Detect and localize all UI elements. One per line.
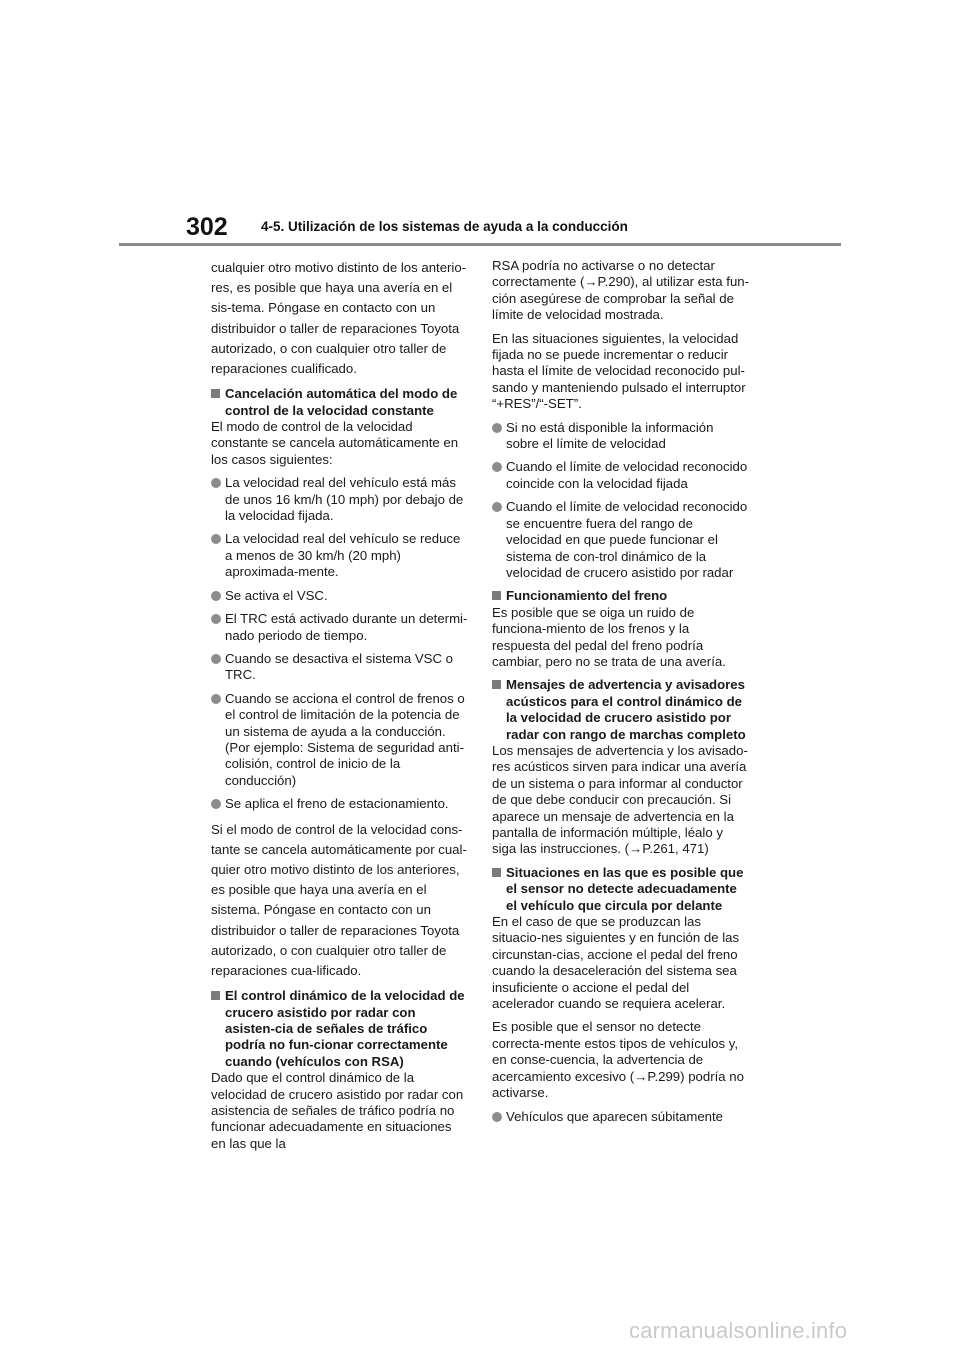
page-number: 302 [186, 213, 228, 241]
heading-text: Mensajes de advertencia y avisadores acústicos para el control dinámico de la velocidad de crucero asistido por radar con rango de marchas completo [506, 677, 746, 742]
bullet-icon [492, 502, 502, 512]
heading-text: Situaciones en las que es posible que el sensor no detecte adecuadamente el vehículo que circula por delante [506, 864, 744, 913]
header-rule [119, 243, 841, 246]
heading-warnings [492, 677, 750, 743]
list-item-text: Cuando el límite de velocidad reconocido se encuentre fuera del rango de velocidad en que puede funcionar el sistema de con-trol dinámico de la velocidad de crucero asistido por radar [506, 499, 748, 580]
list-item [211, 475, 469, 524]
heading-rsa [211, 988, 469, 1070]
bullet-icon [211, 591, 221, 601]
list-item-text: El TRC está activado durante un determi-nado periodo de tiempo. [225, 611, 468, 643]
bullet-icon [211, 654, 221, 664]
bullet-icon [211, 478, 221, 488]
paragraph: Dado que el control dinámico de la velocidad de crucero asistido por radar con asistencia de señales de tráfico podría no funcionar adecuadamente en situaciones en las que la [211, 1070, 464, 1151]
heading-text: Funcionamiento del freno [506, 588, 668, 604]
list-item-text: Cuando se desactiva el sistema VSC o TRC. [225, 650, 453, 683]
list-item [211, 651, 469, 684]
bullet-icon [211, 614, 221, 624]
left-column [211, 258, 469, 1159]
list-item-text: La velocidad real del vehículo se reduce a menos de 30 km/h (20 mph) aproximada-mente. [225, 531, 461, 580]
bullet-icon [492, 462, 502, 472]
list-item-text: Cuando el límite de velocidad reconocido coincide con la velocidad fijada [506, 459, 748, 491]
list-item-text: La velocidad real del vehículo está más de unos 16 km/h (10 mph) por debajo de la velocidad fijada. [225, 475, 464, 524]
paragraph: Los mensajes de advertencia y los avisado-res acústicos sirven para indicar una avería de un sistema o para informar al conductor de que debe conducir con precaución. Si aparece un mensaje de advertencia en la pantalla de información múltiple, léalo y siga las instrucciones. (→P.261, 471) [492, 742, 748, 857]
section-title: 4-5. Utilización de los sistemas de ayuda a la conducción [261, 219, 628, 234]
square-bullet-icon [492, 591, 501, 600]
list-item [211, 796, 469, 812]
square-bullet-icon [211, 389, 220, 398]
list-item-text: Vehículos que aparecen súbitamente [506, 1108, 724, 1124]
bullet-icon [492, 423, 502, 433]
paragraph: Es posible que se oiga un ruido de funciona-miento de los frenos y la respuesta del pedal del freno podría cambiar, pero no se trata de una avería. [492, 604, 726, 669]
list-item [492, 1109, 750, 1125]
heading-text: El control dinámico de la velocidad de crucero asistido por radar con asisten-cia de señales de tráfico podría no fun-cionar correctamente cuando (vehículos con RSA) [225, 988, 465, 1069]
heading-text: Cancelación automática del modo de control de la velocidad constante [225, 386, 458, 418]
list-item [211, 691, 469, 789]
paragraph: Si el modo de control de la velocidad cons-tante se cancela automáticamente por cual-quier otro motivo distinto de los anteriores, es posible que haya una avería en el sistema. Póngase en contacto con un distribuidor o taller de reparaciones Toyota autorizado, o con cualquier otro taller de reparaciones cua-lificado. [211, 821, 467, 978]
list-item [492, 499, 750, 581]
list-item-text: Si no está disponible la información sobre el límite de velocidad [506, 419, 714, 452]
intro-paragraph: cualquier otro motivo distinto de los anterio-res, es posible que haya una avería en el sis-tema. Póngase en contacto con un distribuidor o taller de reparaciones Toyota autorizado, o con cualquier otro taller de reparaciones cualificado. [211, 260, 467, 377]
list-item-text: Se aplica el freno de estacionamiento. [225, 796, 449, 812]
heading-auto-cancel [211, 386, 469, 419]
paragraph: En el caso de que se produzcan las situacio-nes siguientes y en función de las circunstan-cias, accione el pedal del freno cuando la desaceleración del sistema sea insuficiente o accione el pedal del acelerador cuando se requiera acelerar. [492, 914, 740, 1012]
square-bullet-icon [211, 991, 220, 1000]
list-item-text: Cuando se acciona el control de frenos o el control de limitación de la potencia de un sistema de ayuda a la conducción. [225, 690, 465, 739]
paragraph: Es posible que el sensor no detecte correcta-mente estos tipos de vehículos y, en conse-cuencia, la advertencia de acercamiento excesivo (→P.299) podría no activarse. [492, 1019, 744, 1101]
list-item [492, 459, 750, 492]
paragraph: RSA podría no activarse o no detectar correctamente (→P.290), al utilizar esta fun-ción asegúrese de comprobar la señal de límite de velocidad mostrada. [492, 258, 750, 323]
paragraph: El modo de control de la velocidad constante se cancela automáticamente en los casos siguientes: [211, 419, 459, 467]
bullet-icon [492, 1112, 502, 1122]
list-item [211, 588, 469, 604]
bullet-icon [211, 534, 221, 544]
bullet-icon [211, 799, 221, 809]
right-column [492, 258, 750, 1132]
square-bullet-icon [492, 868, 501, 877]
watermark: carmanualsonline.info [629, 1318, 848, 1343]
list-item [211, 611, 469, 644]
list-item-example: (Por ejemplo: Sistema de seguridad anti-colisión, control de inicio de la conducción) [225, 739, 464, 788]
heading-brake [492, 588, 750, 604]
paragraph: En las situaciones siguientes, la velocidad fijada no se puede incrementar o reducir hasta el límite de velocidad reconocido pul-sando y manteniendo pulsado el interruptor “+RES”/“-SET”. [492, 330, 746, 412]
heading-sensor [492, 865, 750, 914]
list-item [492, 420, 750, 453]
square-bullet-icon [492, 680, 501, 689]
list-item [211, 531, 469, 580]
list-item-text: Se activa el VSC. [225, 587, 328, 603]
bullet-icon [211, 694, 221, 704]
